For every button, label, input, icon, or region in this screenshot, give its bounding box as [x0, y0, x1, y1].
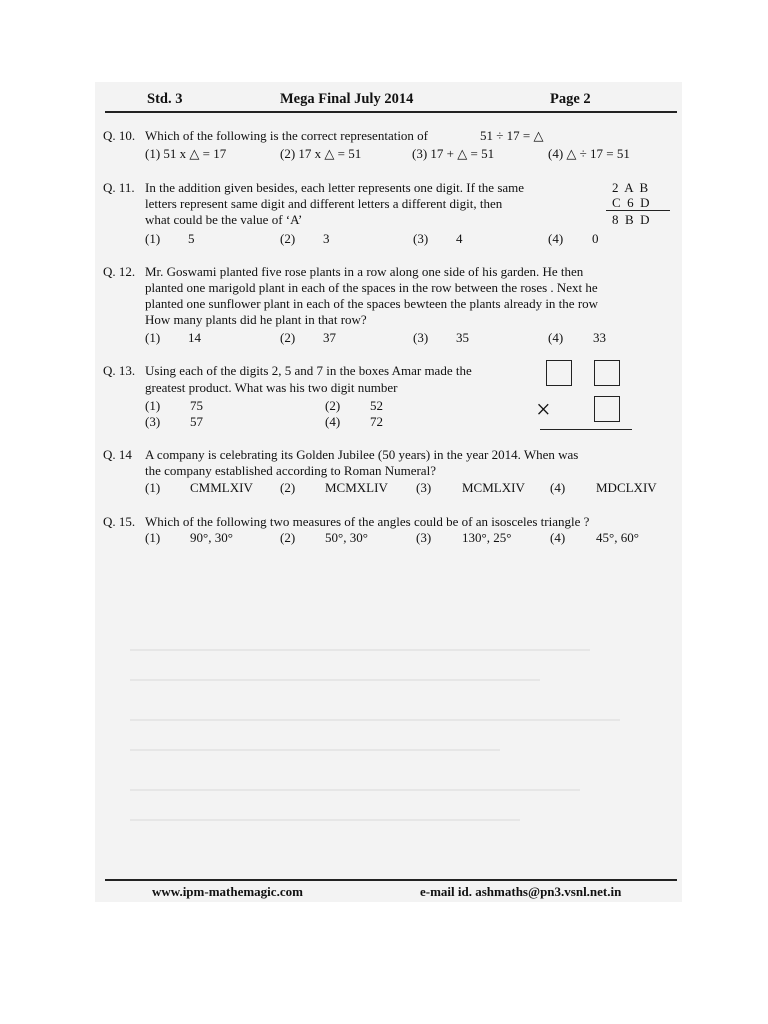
- q11-puzzle-row-1: 2 A B: [612, 180, 649, 195]
- q12-option-2-label: (2): [280, 330, 296, 345]
- header-std: Std. 3: [147, 91, 183, 107]
- q10-expression: 51 ÷ 17 = △: [480, 128, 544, 143]
- q15-option-1-label: (1): [145, 530, 161, 545]
- q13-option-3-value: 57: [190, 414, 203, 429]
- q14-option-1-label: (1): [145, 480, 161, 495]
- q13-option-3-label: (3): [145, 414, 161, 429]
- q14-text-line-2: the company established according to Roman Numeral?: [145, 463, 436, 478]
- q13-multiply-sign: ×: [536, 395, 551, 424]
- q10-option-4: (4) △ ÷ 17 = 51: [548, 146, 630, 161]
- q10-option-1: (1) 51 x △ = 17: [145, 146, 227, 161]
- bleed-through-decoration: [120, 640, 660, 860]
- q13-option-1-label: (1): [145, 398, 161, 413]
- q11-option-4-value: 0: [592, 231, 599, 246]
- q11-text-line-1: In the addition given besides, each letter represents one digit. If the same: [145, 180, 525, 195]
- q12-option-3-value: 35: [456, 330, 469, 345]
- q12-option-1-label: (1): [145, 330, 161, 345]
- q15-option-3-label: (3): [416, 530, 432, 545]
- q13-product-line: [540, 429, 632, 430]
- q12-option-4-label: (4): [548, 330, 564, 345]
- header-page: Page 2: [550, 91, 591, 107]
- q12-text-line-2: planted one marigold plant in each of the spaces in the row between the roses . Next he: [145, 280, 598, 295]
- q14-option-3-label: (3): [416, 480, 432, 495]
- q11-option-2-value: 3: [323, 231, 330, 246]
- q13-digit-box-3: [594, 396, 620, 422]
- q11-text-line-2: letters represent same digit and different letters a different digit, then: [145, 196, 503, 211]
- q10-text: Which of the following is the correct representation of: [145, 128, 429, 143]
- q12-text-line-3: planted one sunflower plant in each of the spaces bewteen the plants already in the row: [145, 296, 599, 311]
- q13-number: Q. 13.: [103, 363, 136, 378]
- q14-option-3-value: MCMLXIV: [462, 480, 525, 495]
- q14-option-2-value: MCMXLIV: [325, 480, 388, 495]
- q13-digit-box-1: [546, 360, 572, 386]
- q12-option-4-value: 33: [593, 330, 606, 345]
- q15-option-3-value: 130°, 25°: [462, 530, 512, 545]
- q13-text-line-2: greatest product. What was his two digit number: [145, 380, 398, 395]
- q12-option-1-value: 14: [188, 330, 201, 345]
- q12-text-line-1: Mr. Goswami planted five rose plants in a row along one side of his garden. He then: [145, 264, 584, 279]
- footer-email: e-mail id. ashmaths@pn3.vsnl.net.in: [420, 884, 622, 899]
- q15-option-2-value: 50°, 30°: [325, 530, 368, 545]
- q10-number: Q. 10.: [103, 128, 136, 143]
- q13-text-line-1: Using each of the digits 2, 5 and 7 in the boxes Amar made the: [145, 363, 472, 378]
- q14-option-4-label: (4): [550, 480, 566, 495]
- footer-rule: [105, 879, 677, 881]
- q14-option-4-value: MDCLXIV: [596, 480, 657, 495]
- q11-puzzle-row-2: C 6 D: [612, 195, 650, 210]
- q13-digit-box-2: [594, 360, 620, 386]
- q15-option-2-label: (2): [280, 530, 296, 545]
- bleed-through-lines: [120, 640, 660, 860]
- q12-number: Q. 12.: [103, 264, 136, 279]
- q11-puzzle-sum: 8 B D: [612, 212, 650, 227]
- q11-option-3-label: (3): [413, 231, 429, 246]
- q12-text-line-4: How many plants did he plant in that row?: [145, 312, 367, 327]
- q11-option-1-value: 5: [188, 231, 195, 246]
- q13-option-2-value: 52: [370, 398, 383, 413]
- q12-option-2-value: 37: [323, 330, 336, 345]
- q14-text-line-1: A company is celebrating its Golden Jubilee (50 years) in the year 2014. When was: [145, 447, 579, 462]
- q13-option-4-label: (4): [325, 414, 341, 429]
- q11-option-4-label: (4): [548, 231, 564, 246]
- q13-option-1-value: 75: [190, 398, 203, 413]
- q10-option-3: (3) 17 + △ = 51: [412, 146, 495, 161]
- q11-text-line-3: what could be the value of ‘A’: [145, 212, 303, 227]
- q15-option-1-value: 90°, 30°: [190, 530, 233, 545]
- q14-option-2-label: (2): [280, 480, 296, 495]
- footer-website: www.ipm-mathemagic.com: [152, 884, 303, 899]
- q15-number: Q. 15.: [103, 514, 136, 529]
- q11-puzzle-sum-line: [606, 210, 670, 211]
- q11-option-3-value: 4: [456, 231, 463, 246]
- q11-option-2-label: (2): [280, 231, 296, 246]
- q14-number: Q. 14: [103, 447, 132, 462]
- header-rule: [105, 111, 677, 113]
- q13-option-4-value: 72: [370, 414, 383, 429]
- q14-option-1-value: CMMLXIV: [190, 480, 253, 495]
- q11-number: Q. 11.: [103, 180, 135, 195]
- q15-text: Which of the following two measures of the angles could be of an isosceles triangle ?: [145, 514, 590, 529]
- q15-option-4-value: 45°, 60°: [596, 530, 639, 545]
- q11-option-1-label: (1): [145, 231, 161, 246]
- q12-option-3-label: (3): [413, 330, 429, 345]
- q15-option-4-label: (4): [550, 530, 566, 545]
- q10-option-2: (2) 17 x △ = 51: [280, 146, 362, 161]
- q13-option-2-label: (2): [325, 398, 341, 413]
- header-title: Mega Final July 2014: [280, 91, 414, 107]
